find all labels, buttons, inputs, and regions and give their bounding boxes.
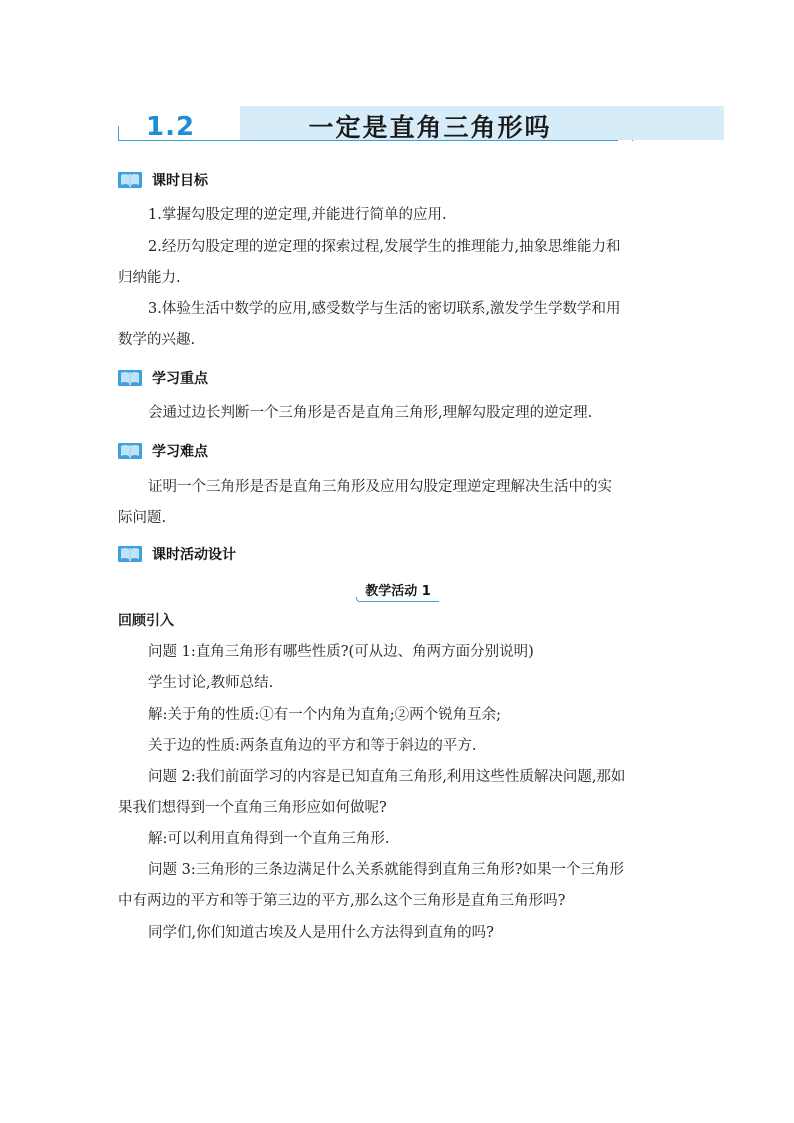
activity-subheading: 回顾引入 <box>118 613 174 629</box>
book-icon <box>118 369 142 387</box>
section-heading-design <box>118 542 236 566</box>
goal-line: 数学的兴趣. <box>118 332 196 348</box>
book-icon <box>118 171 142 189</box>
goal-line: 2.经历勾股定理的逆定理的探索过程,发展学生的推理能力,抽象思维能力和 <box>148 239 621 255</box>
chapter-header <box>118 100 638 152</box>
activity-line: 解:关于角的性质:①有一个内角为直角;②两个锐角互余; <box>148 707 502 723</box>
book-icon <box>118 442 142 460</box>
activity-underline <box>356 597 439 602</box>
section-heading-key-points <box>118 366 208 390</box>
activity-line: 问题 3:三角形的三条边满足什么关系就能得到直角三角形?如果一个三角形 <box>148 862 624 878</box>
difficulty-line: 证明一个三角形是否是直角三角形及应用勾股定理逆定理解决生活中的实 <box>148 479 612 495</box>
book-icon <box>118 545 142 563</box>
goal-line: 归纳能力. <box>118 270 181 286</box>
activity-line: 学生讨论,教师总结. <box>148 675 274 691</box>
section-label: 学习难点 <box>152 444 208 460</box>
activity-line: 同学们,你们知道古埃及人是用什么方法得到直角的吗? <box>148 925 494 941</box>
activity-tag <box>356 578 440 602</box>
activity-line: 问题 1:直角三角形有哪些性质?(可从边、角两方面分别说明) <box>148 644 534 660</box>
activity-label: 教学活动 1 <box>365 584 431 599</box>
difficulty-line: 际问题. <box>118 510 167 526</box>
section-heading-difficulties <box>118 439 208 463</box>
activity-line: 中有两边的平方和等于第三边的平方,那么这个三角形是直角三角形吗? <box>118 893 566 909</box>
section-number: 1.2 <box>146 112 196 142</box>
section-heading-goals <box>118 168 208 192</box>
section-label: 课时活动设计 <box>152 547 236 563</box>
section-label: 课时目标 <box>152 173 208 189</box>
activity-line: 问题 2:我们前面学习的内容是已知直角三角形,利用这些性质解决问题,那如 <box>148 769 626 785</box>
activity-line: 关于边的性质:两条直角边的平方和等于斜边的平方. <box>148 738 477 754</box>
goal-line: 1.掌握勾股定理的逆定理,并能进行简单的应用. <box>148 207 447 223</box>
activity-line: 解:可以利用直角得到一个直角三角形. <box>148 831 390 847</box>
header-frame-left <box>118 126 119 140</box>
key-point-line: 会通过边长判断一个三角形是否是直角三角形,理解勾股定理的逆定理. <box>148 405 593 421</box>
section-label: 学习重点 <box>152 371 208 387</box>
page-title: 一定是直角三角形吗 <box>308 113 552 142</box>
activity-line: 果我们想得到一个直角三角形应如何做呢? <box>118 800 387 816</box>
goal-line: 3.体验生活中数学的应用,感受数学与生活的密切联系,激发学生学数学和用 <box>148 301 621 317</box>
